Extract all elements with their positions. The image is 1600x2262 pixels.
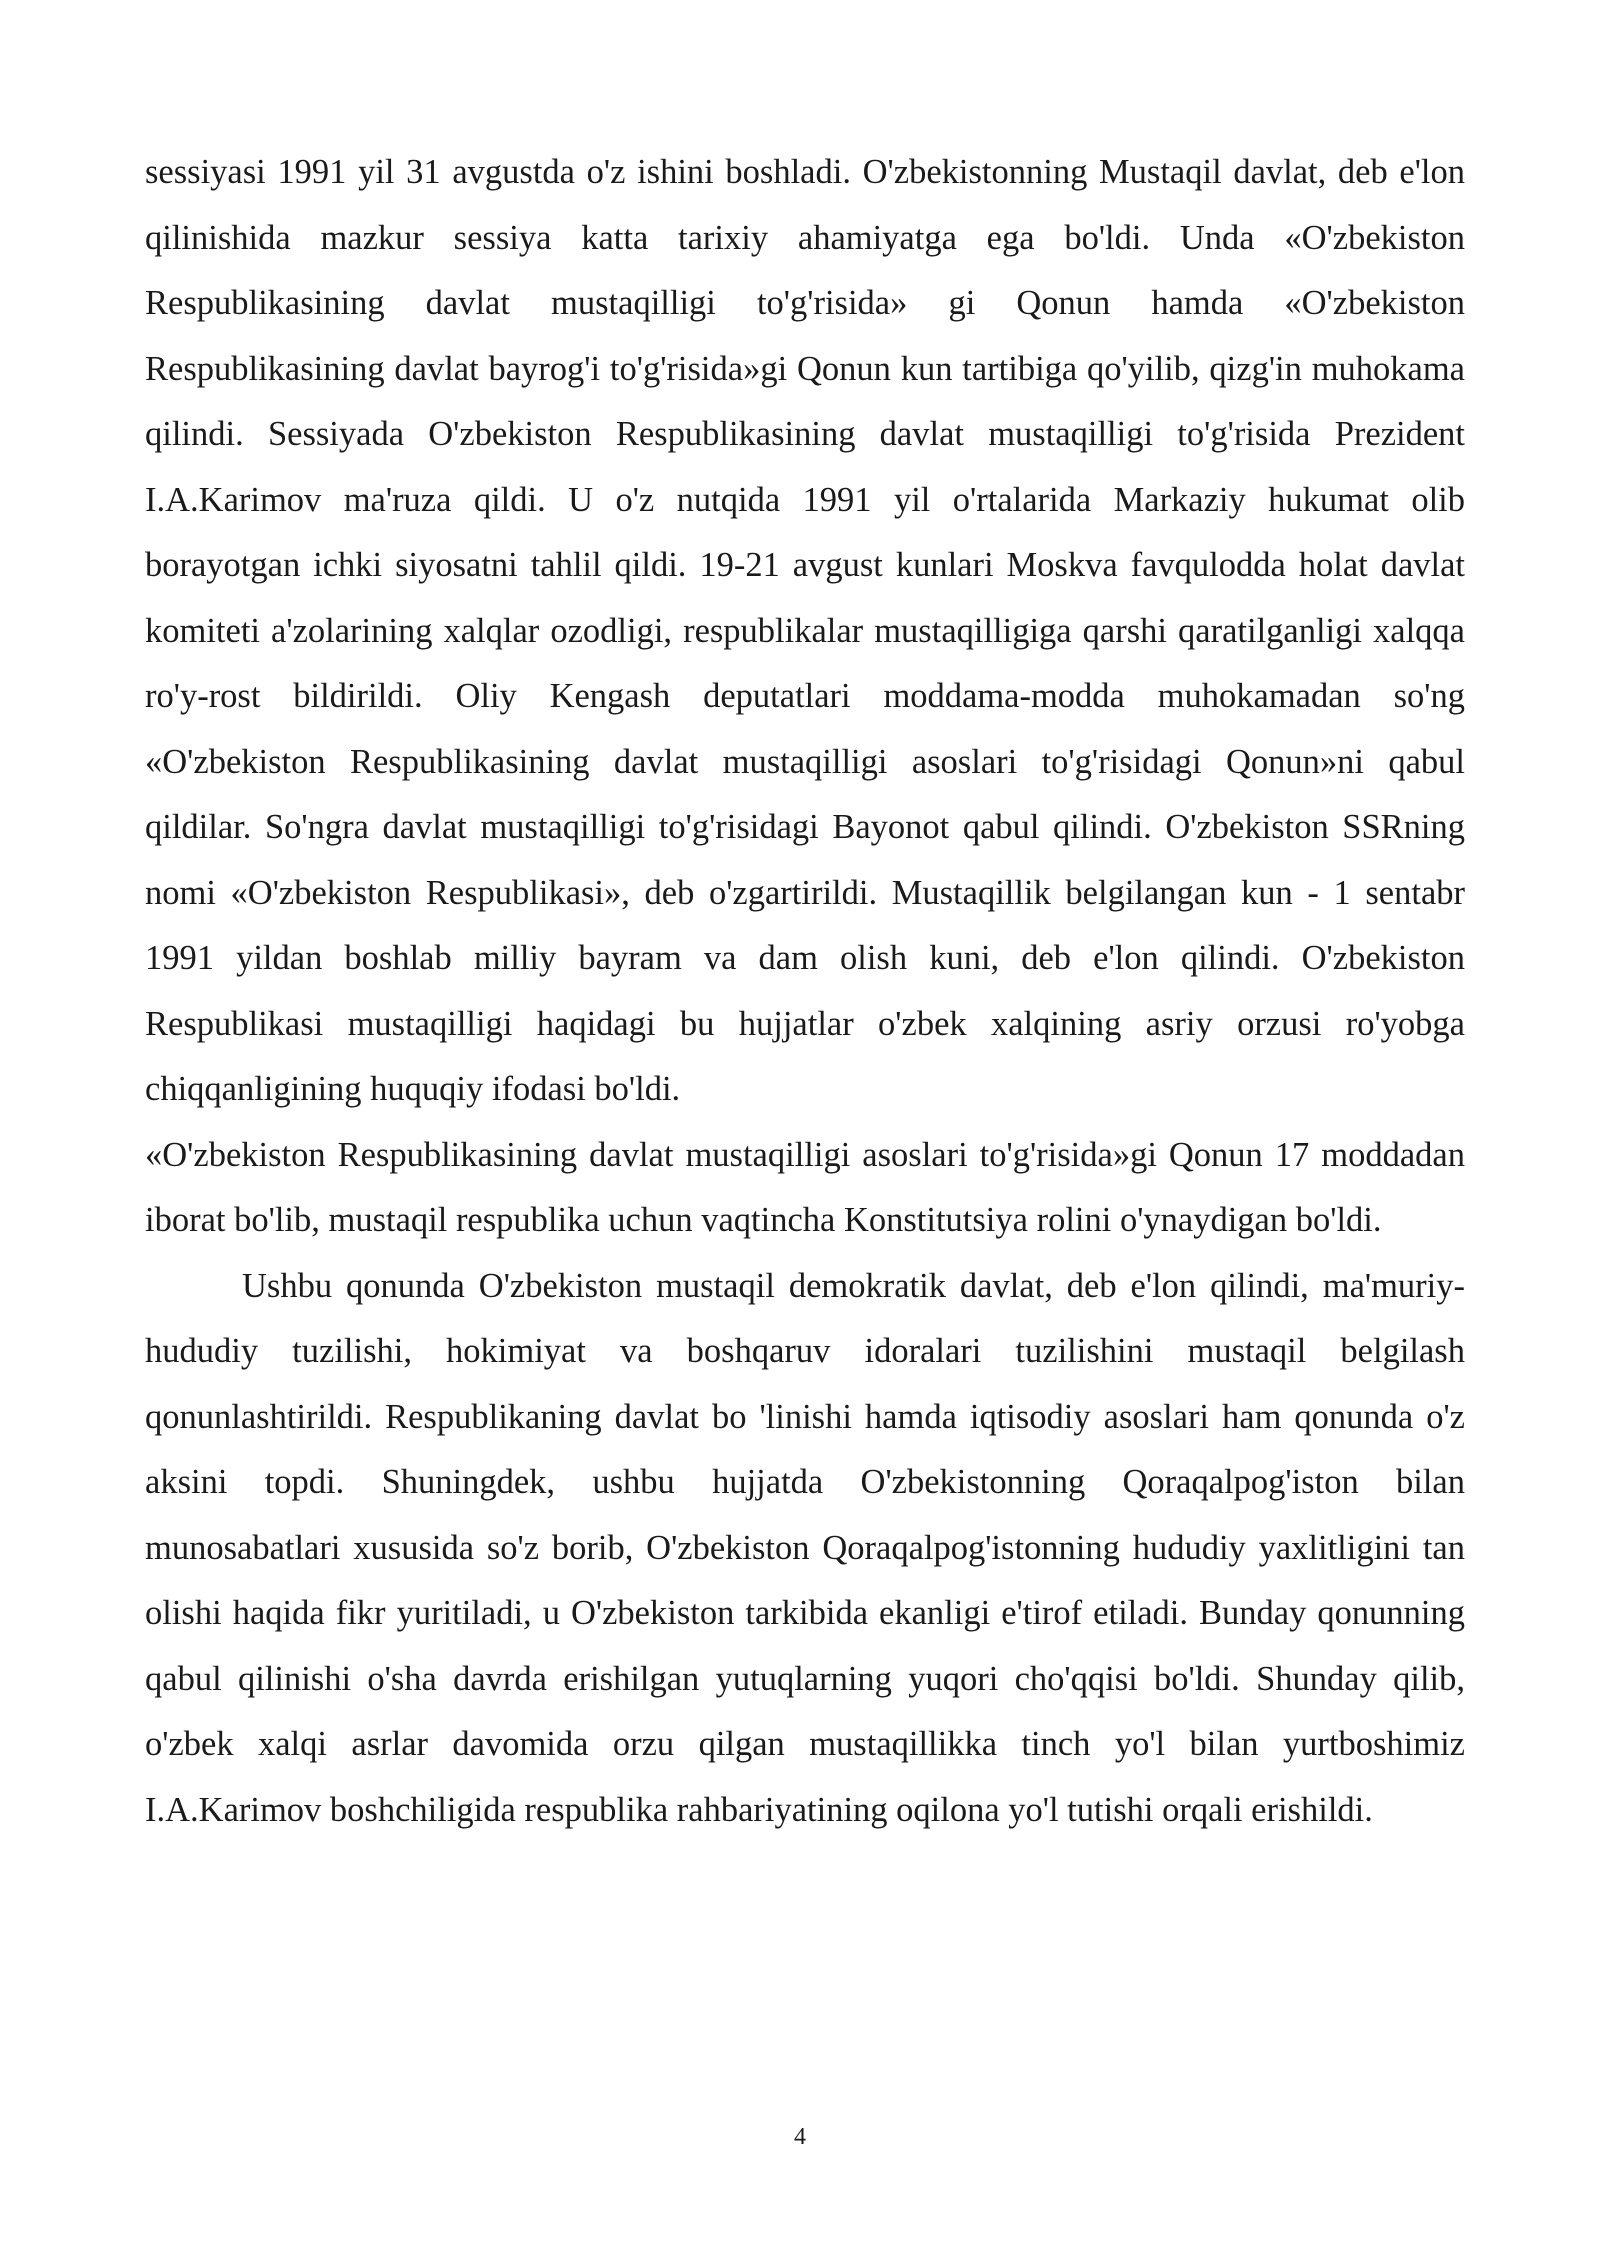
page-number: 4 <box>794 2124 806 2150</box>
paragraph-law-content: Ushbu qonunda O'zbekiston mustaqil demokratik davlat, deb e'lon qilindi, ma'muriy-hududiy tuzilishi, hokimiyat va boshqaruv idoralari tuzilishini mustaqil belgilash qonunlashtirildi. Respublikaning davlat bo 'linishi hamda iqtisodiy asoslari ham qonunda o'z aksini topdi. Shuningdek, ushbu hujjatda O'zbekistonning Qoraqalpog'iston bilan munosabatlari xususida so'z borib, O'zbekiston Qoraqalpog'istonning hududiy yaxlitligini tan olishi haqida fikr yuritiladi, u O'zbekiston tarkibida ekanligi e'tirof etiladi. Bunday qonunning qabul qilinishi o'sha davrda erishilgan yutuqlarning yuqori cho'qqisi bo'ldi. Shunday qilib, o'zbek xalqi asrlar davomida orzu qilgan mustaqillikka tinch yo'l bilan yurtboshimiz I.A.Karimov boshchiligida respublika rahbariyatining oqilona yo'l tutishi orqali erishildi. <box>145 1266 1465 1829</box>
document-page <box>145 140 1465 1843</box>
paragraph-session: sessiyasi 1991 yil 31 avgustda o'z ishini boshladi. O'zbekistonning Mustaqil davlat, deb e'lon qilinishida mazkur sessiya katta tarixiy ahamiyatga ega bo'ldi. Unda «O'zbekiston Respublikasining davlat mustaqilligi to'g'risida» gi Qonun hamda «O'zbekiston Respublikasining davlat bayrog'i to'g'risida»gi Qonun kun tartibiga qo'yilib, qizg'in muhokama qilindi. Sessiyada O'zbekiston Respublikasining davlat mustaqilligi to'g'risida Prezident I.A.Karimov ma'ruza qildi. U o'z nutqida 1991 yil o'rtalarida Markaziy hukumat olib borayotgan ichki siyosatni tahlil qildi. 19-21 avgust kunlari Moskva favqulodda holat davlat komiteti a'zolarining xalqlar ozodligi, respublikalar mustaqilligiga qarshi qaratilganligi xalqqa ro'y-rost bildirildi. Oliy Kengash deputatlari moddama-modda muhokamadan so'ng «O'zbekiston Respublikasining davlat mustaqilligi asoslari to'g'risidagi Qonun»ni qabul qildilar. So'ngra davlat mustaqilligi to'g'risidagi Bayonot qabul qilindi. O'zbekiston SSRning nomi «O'zbekiston Respublikasi», deb o'zgartirildi. Mustaqillik belgilangan kun - 1 sentabr 1991 yildan boshlab milliy bayram va dam olish kuni, deb e'lon qilindi. O'zbekiston Respublikasi mustaqilligi haqidagi bu hujjatlar o'zbek xalqining asriy orzusi ro'yobga chiqqanligining huquqiy ifodasi bo'ldi. <box>145 153 1465 1108</box>
paragraph-law-articles: «O'zbekiston Respublikasining davlat mustaqilligi asoslari to'g'risida»gi Qonun 17 moddadan iborat bo'lib, mustaqil respublika uchun vaqtincha Konstitutsiya rolini o'ynaydigan bo'ldi. <box>145 1135 1465 1239</box>
